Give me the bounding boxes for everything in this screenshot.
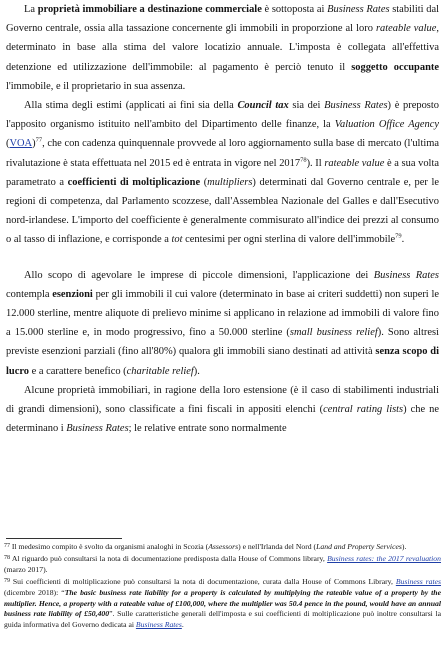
italic-text: Assessors (208, 542, 239, 551)
text: per gli immobili il cui valore (determinato in base ai criteri suddetti) non superi le 12.000 sterline, mentre aliquote di prelievo minime si applicano in relazione ad immobili di valore fino a 15.000 sterline e, in modo progressivo, fino a 50.000 sterline ( (6, 288, 439, 339)
text: contempla (6, 288, 53, 300)
text: Sui coefficienti di moltiplicazione può consultarsi la nota di documentazione, curata dalla House of Commons Library, (10, 576, 396, 586)
footnote-number: 78 (4, 554, 10, 561)
footnote-number: 77 (4, 543, 10, 549)
text: ; le relative entrate sono normalmente (128, 423, 287, 435)
text: Al riguardo può consultarsi la nota di documentazione predisposta dalla House of Commons library, (10, 553, 328, 563)
text: . (181, 620, 184, 630)
bold-text: coefficienti di moltiplicazione (67, 176, 201, 188)
text: ( (6, 138, 10, 150)
text: Allo scopo di agevolare le imprese di piccole dimensioni, l'applicazione dei (24, 269, 374, 281)
text: l'immobile, e il proprietario in sua assenza. (6, 80, 186, 92)
text: ”. Sulle caratteristiche generali dell'imposta e sui coefficienti di moltiplicazione può inoltre consultarsi la guida informativa del Governo dedicata ai (4, 609, 441, 630)
italic-text: rateable value (324, 157, 385, 169)
text: . (401, 234, 405, 246)
text: Alcune proprietà immobiliari, in ragione della loro estensione (è il caso di stabilimenti industriali di grandi dimensioni), sono classificate a fini fiscali in appositi elenchi ( (6, 384, 439, 416)
text: è a sua volta parametrato a (6, 157, 439, 188)
text: ) è preposto l'apposito organismo istituito nell'ambito del Dipartimento delle finanze, la (6, 100, 439, 131)
italic-text: Land and Property Services (316, 542, 402, 551)
footnote-79 (4, 576, 441, 632)
voa-link[interactable]: VOA (9, 138, 33, 150)
text: sia dei (288, 100, 325, 112)
paragraph-central-lists (6, 381, 439, 439)
text: e a carattere benefico ( (29, 365, 127, 377)
italic-text: Council tax (237, 100, 289, 112)
italic-text: Valuation Office Agency (334, 119, 439, 131)
text: , determinato in base alla stima del valore locatizio annuale. L'imposta è collegata all'effettiva detenzione ed utilizzazione dell'immobile: al pagamento è perciò tenuto il (6, 23, 439, 73)
text: (marzo 2017). (4, 564, 48, 574)
italic-text: Business Rates (324, 100, 388, 112)
footnote-78 (4, 553, 441, 576)
italic-text: small business relief (289, 327, 378, 339)
text: centesimi per ogni sterlina di valore dell'immobile (182, 234, 396, 246)
paragraph-commercial-property (6, 0, 439, 96)
text: ) e nell'Irlanda del Nord ( (238, 542, 317, 551)
bold-text: esenzioni (52, 288, 93, 300)
business-rates-note-link[interactable]: Business rates (395, 576, 442, 586)
text: stabiliti dal Governo centrale, ossia alla tassazione concernente gli immobili in proporzione al loro (6, 4, 439, 35)
text: ). Sono altresì previste esenzioni parziali (fino all'80%) qualora gli immobili siano destinati ad attività (6, 327, 439, 358)
body-text (6, 0, 439, 438)
text: , che con cadenza quinquennale provvede al loro aggiornamento sulla base di mercato (l'ultima rivalutazione è stata effettuata nel 2015 ed è entrata in vigore nel 2017 (6, 138, 439, 169)
footnote-ref-79[interactable]: 79 (395, 232, 402, 240)
paragraph-valuation (6, 96, 439, 250)
text: (dicembre 2018): “ (4, 587, 65, 597)
text: ) determinati dal Governo centrale e, per le regioni di competenza, dal Parlamento scozzese, dall'Assemblea Nazionale del Galles e dall'Esecutivo nord-irlandese. L'importo del coefficiente è generalmente commisurato all'indice dei prezzi al consumo o al tasso di inflazione, e corrisponde a (6, 176, 439, 246)
business-rates-revaluation-link[interactable]: Business rates: the 2017 revaluation (327, 553, 441, 563)
footnote-separator (6, 538, 122, 539)
italic-text: Business Rates (373, 269, 439, 281)
text: ) (32, 138, 36, 150)
text: ). (401, 542, 407, 551)
italic-text: Business Rates (327, 4, 390, 15)
footnote-ref-77[interactable]: 77 (35, 136, 43, 144)
footnotes (4, 541, 441, 631)
italic-text: rateable value (375, 23, 437, 35)
bold-text: soggetto occupante (351, 61, 439, 73)
italic-text: multipliers (207, 176, 253, 188)
text: è sottoposta ai (261, 4, 328, 15)
text: ). (193, 365, 200, 377)
bold-text: senza scopo di lucro (6, 346, 440, 377)
footnote-number: 79 (4, 577, 10, 584)
text: Alla stima degli estimi (applicati ai fini sia della (24, 100, 238, 112)
text: Il medesimo compito è svolto da organismi analoghi in Scozia ( (10, 542, 209, 551)
italic-quote: The basic business rate liability for a property is calculated by multiplying the rateable value of a property by the multiplier. Hence, a property with a rateable value of £100,000, where the multiplier was 50.4 pence in the pound, would have an annual business rate liability of £50,400 (4, 587, 441, 619)
text: La (24, 4, 38, 15)
text: ( (200, 176, 208, 188)
italic-text: Business Rates (66, 423, 129, 435)
text: ) che ne determinano i (6, 404, 440, 435)
italic-text: central rating lists (323, 404, 404, 416)
italic-text: tot (171, 234, 183, 246)
business-rates-guide-link[interactable]: Business Rates (135, 620, 182, 630)
text: ). Il (306, 157, 325, 169)
bold-text: proprietà immobiliare a destinazione commerciale (37, 4, 262, 15)
paragraph-exemptions (6, 266, 439, 381)
footnote-ref-78[interactable]: 78 (300, 156, 307, 164)
italic-text: charitable relief (126, 365, 194, 377)
footnote-77 (4, 541, 441, 553)
